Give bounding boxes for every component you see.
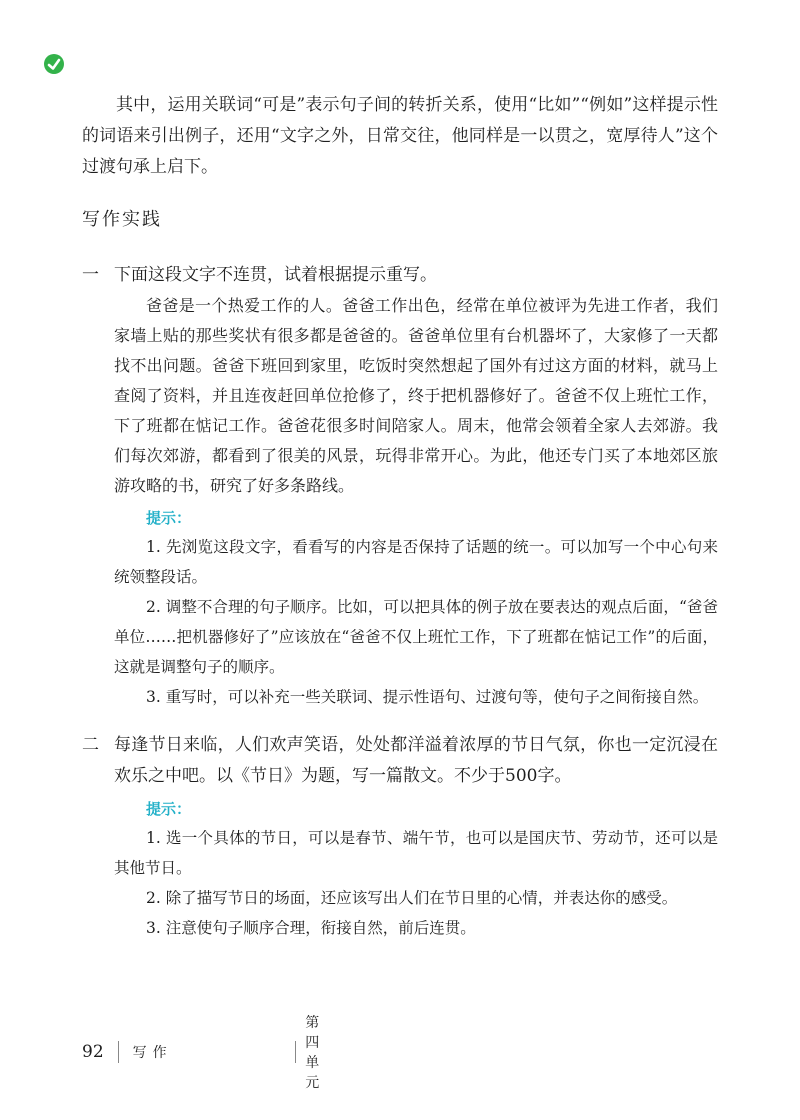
tip-item: 3. 重写时，可以补充一些关联词、提示性语句、过渡句等，使句子之间衔接自然。 <box>146 688 709 706</box>
tip-item: 2. 调整不合理的句子顺序。比如，可以把具体的例子放在要表达的观点后面，“爸爸单位……把机器修好了”应该放在“爸爸不仅上班忙工作，下了班都在惦记工作”的后面，这就是调整句子的顺序。 <box>114 598 718 676</box>
exercise-number: 二 <box>82 735 99 755</box>
hint-label: 提示： <box>146 509 192 527</box>
footer-divider <box>118 1041 119 1063</box>
tip-item: 1. 选一个具体的节日，可以是春节、端午节，也可以是国庆节、劳动节，还可以是其他节日。 <box>114 829 718 877</box>
hint-label: 提示： <box>146 800 192 818</box>
exercise-1 <box>82 260 718 712</box>
page-footer <box>82 1015 320 1091</box>
tip-item: 3. 注意使句子顺序合理，衔接自然，前后连贯。 <box>146 919 476 937</box>
intro-paragraph: 其中，运用关联词“可是”表示句子间的转折关系，使用“比如”“例如”这样提示性的词语来引出例子，还用“文字之外，日常交往，他同样是一以贯之，宽厚待人”这个过渡句承上启下。 <box>82 95 718 177</box>
exercise-number: 一 <box>82 265 99 285</box>
footer-unit-group <box>295 1012 320 1092</box>
exercise-passage: 爸爸是一个热爱工作的人。爸爸工作出色，经常在单位被评为先进工作者，我们家墙上贴的那些奖状有很多都是爸爸的。爸爸单位里有台机器坏了，大家修了一天都找不出问题。爸爸下班回到家里，吃饭时突然想起了国外有过这方面的材料，就马上查阅了资料，并且连夜赶回单位抢修了，终于把机器修好了。爸爸不仅上班忙工作，下了班都在惦记工作。爸爸花很多时间陪家人。周末，他常会领着全家人去郊游。我们每次郊游，都看到了很美的风景，玩得非常开心。为此，他还专门买了本地郊区旅游攻略的书，研究了好多条路线。 <box>114 296 718 495</box>
tip-item: 1. 先浏览这段文字，看看写的内容是否保持了话题的统一。可以加写一个中心句来统领整段话。 <box>114 538 718 586</box>
tip-item: 2. 除了描写节日的场面，还应该写出人们在节日里的心情，并表达你的感受。 <box>146 889 678 907</box>
footer-category: 写作 <box>132 1045 173 1061</box>
exercise-prompt: 每逢节日来临，人们欢声笑语，处处都洋溢着浓厚的节日气氛，你也一定沉浸在欢乐之中吧。以《节日》为题，写一篇散文。不少于500字。 <box>114 735 718 786</box>
section-title: 写作实践 <box>82 209 162 230</box>
footer-unit: 第四单元 <box>305 1015 320 1091</box>
exercise-prompt: 下面这段文字不连贯，试着根据提示重写。 <box>114 265 437 285</box>
exercise-2 <box>82 730 718 943</box>
leaf-circle-icon <box>44 54 64 74</box>
page-number: 92 <box>82 1042 104 1062</box>
